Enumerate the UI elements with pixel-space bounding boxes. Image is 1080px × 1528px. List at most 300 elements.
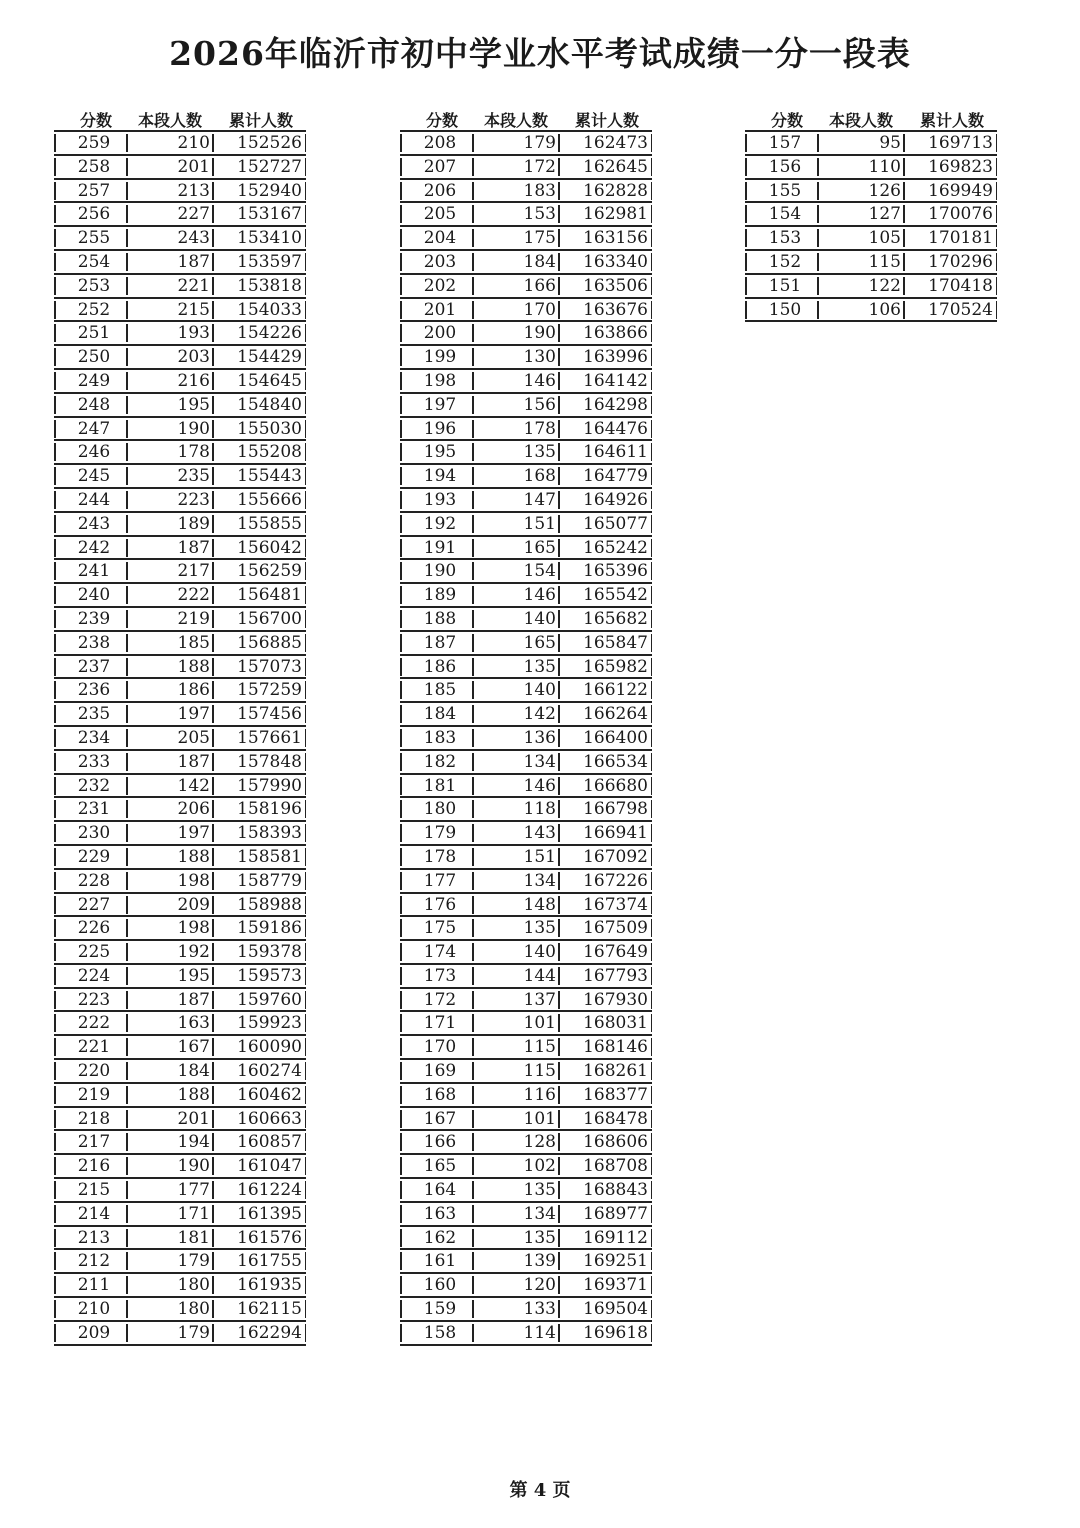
count-cell: 171 bbox=[177, 1203, 210, 1224]
table-rows bbox=[745, 130, 997, 322]
cumulative-cell: 162828 bbox=[583, 180, 648, 201]
cumulative-cell: 164611 bbox=[583, 442, 648, 463]
count-cell: 177 bbox=[177, 1180, 210, 1201]
table-row bbox=[400, 965, 652, 989]
score-cell: 247 bbox=[77, 418, 111, 439]
table-row bbox=[54, 251, 306, 275]
count-cell: 128 bbox=[523, 1132, 556, 1153]
score-cell: 253 bbox=[77, 275, 111, 296]
cumulative-cell: 155666 bbox=[237, 489, 302, 510]
count-cell: 118 bbox=[523, 799, 556, 820]
table-row bbox=[400, 418, 652, 442]
score-cell: 227 bbox=[77, 894, 111, 915]
header-count: 本段人数 bbox=[137, 111, 202, 130]
score-cell: 239 bbox=[77, 608, 111, 629]
cumulative-cell: 166941 bbox=[583, 823, 648, 844]
table-row bbox=[745, 132, 997, 156]
score-cell: 232 bbox=[77, 775, 111, 796]
table-row bbox=[400, 156, 652, 180]
score-cell: 151 bbox=[768, 275, 802, 296]
count-cell: 95 bbox=[879, 133, 901, 153]
count-cell: 219 bbox=[177, 608, 210, 629]
score-cell: 251 bbox=[77, 323, 111, 344]
cumulative-cell: 164298 bbox=[583, 394, 648, 415]
cumulative-cell: 160857 bbox=[237, 1132, 302, 1153]
score-cell: 229 bbox=[77, 846, 111, 867]
table-row bbox=[54, 370, 306, 394]
cumulative-cell: 157990 bbox=[237, 775, 302, 796]
count-cell: 209 bbox=[177, 894, 210, 915]
cumulative-cell: 168843 bbox=[583, 1180, 648, 1201]
count-cell: 221 bbox=[177, 275, 210, 296]
table-row bbox=[54, 608, 306, 632]
table-row bbox=[400, 870, 652, 894]
score-cell: 171 bbox=[423, 1013, 457, 1034]
cumulative-cell: 160090 bbox=[237, 1037, 302, 1058]
count-cell: 135 bbox=[523, 442, 556, 463]
table-row bbox=[54, 1060, 306, 1084]
table-row bbox=[54, 180, 306, 204]
score-cell: 164 bbox=[423, 1180, 457, 1201]
count-cell: 190 bbox=[177, 418, 210, 439]
cumulative-cell: 167092 bbox=[583, 846, 648, 867]
cumulative-cell: 155855 bbox=[237, 513, 302, 534]
header-count: 本段人数 bbox=[828, 111, 893, 130]
score-cell: 161 bbox=[423, 1251, 457, 1272]
count-cell: 133 bbox=[523, 1299, 556, 1320]
cumulative-cell: 154429 bbox=[237, 347, 302, 368]
count-cell: 140 bbox=[523, 608, 556, 629]
table-row bbox=[400, 1274, 652, 1298]
cumulative-cell: 163676 bbox=[583, 299, 648, 320]
cumulative-cell: 162645 bbox=[583, 156, 648, 177]
table-row bbox=[400, 1131, 652, 1155]
table-row bbox=[54, 465, 306, 489]
table-row bbox=[400, 679, 652, 703]
score-cell: 238 bbox=[77, 632, 111, 653]
score-cell: 249 bbox=[77, 370, 111, 391]
table-row bbox=[400, 1250, 652, 1274]
count-cell: 146 bbox=[523, 775, 556, 796]
count-cell: 135 bbox=[523, 1227, 556, 1248]
cumulative-cell: 162115 bbox=[237, 1299, 302, 1320]
count-cell: 188 bbox=[177, 1084, 210, 1105]
score-cell: 242 bbox=[77, 537, 111, 558]
score-cell: 244 bbox=[77, 489, 111, 510]
score-table-column-2 bbox=[400, 106, 652, 1346]
table-row bbox=[400, 751, 652, 775]
cumulative-cell: 169949 bbox=[928, 180, 993, 201]
table-row bbox=[400, 584, 652, 608]
table-row bbox=[745, 251, 997, 275]
score-cell: 165 bbox=[423, 1156, 457, 1177]
count-cell: 185 bbox=[177, 632, 210, 653]
cumulative-cell: 164926 bbox=[583, 489, 648, 510]
count-cell: 178 bbox=[177, 442, 210, 463]
cumulative-cell: 153818 bbox=[237, 275, 302, 296]
count-cell: 142 bbox=[177, 775, 210, 796]
score-cell: 210 bbox=[77, 1299, 111, 1320]
table-row bbox=[400, 203, 652, 227]
table-row bbox=[54, 965, 306, 989]
score-cell: 183 bbox=[423, 727, 457, 748]
table-row bbox=[54, 227, 306, 251]
score-cell: 225 bbox=[77, 942, 111, 963]
table-row bbox=[400, 1179, 652, 1203]
table-row bbox=[400, 1084, 652, 1108]
cumulative-cell: 169618 bbox=[583, 1322, 648, 1343]
table-row bbox=[54, 1203, 306, 1227]
table-row bbox=[54, 870, 306, 894]
count-cell: 203 bbox=[177, 347, 210, 368]
count-cell: 151 bbox=[523, 513, 556, 534]
header-cumulative: 累计人数 bbox=[919, 111, 984, 130]
score-cell: 223 bbox=[77, 989, 111, 1010]
score-cell: 237 bbox=[77, 656, 111, 677]
table-row bbox=[54, 1131, 306, 1155]
table-row bbox=[400, 894, 652, 918]
score-cell: 176 bbox=[423, 894, 457, 915]
count-cell: 135 bbox=[523, 1180, 556, 1201]
count-cell: 187 bbox=[177, 989, 210, 1010]
count-cell: 122 bbox=[868, 275, 901, 296]
cumulative-cell: 165242 bbox=[583, 537, 648, 558]
table-row bbox=[54, 322, 306, 346]
score-cell: 228 bbox=[77, 870, 111, 891]
count-cell: 184 bbox=[523, 251, 556, 272]
table-row bbox=[54, 989, 306, 1013]
count-cell: 105 bbox=[868, 228, 901, 249]
score-cell: 191 bbox=[423, 537, 457, 558]
score-cell: 168 bbox=[423, 1084, 457, 1105]
score-cell: 154 bbox=[768, 204, 802, 225]
cumulative-cell: 158779 bbox=[237, 870, 302, 891]
cumulative-cell: 165542 bbox=[583, 585, 648, 606]
table-row bbox=[400, 727, 652, 751]
cumulative-cell: 156259 bbox=[237, 561, 302, 582]
cumulative-cell: 158581 bbox=[237, 846, 302, 867]
cumulative-cell: 161224 bbox=[237, 1180, 302, 1201]
score-cell: 175 bbox=[423, 918, 457, 939]
header-score: 分数 bbox=[770, 111, 803, 130]
cumulative-cell: 160663 bbox=[237, 1108, 302, 1129]
count-cell: 175 bbox=[523, 228, 556, 249]
score-cell: 216 bbox=[77, 1156, 111, 1177]
table-row bbox=[54, 156, 306, 180]
score-cell: 180 bbox=[423, 799, 457, 820]
table-row bbox=[400, 917, 652, 941]
count-cell: 201 bbox=[177, 156, 210, 177]
table-row bbox=[54, 917, 306, 941]
cumulative-cell: 169112 bbox=[583, 1227, 648, 1248]
cumulative-cell: 162981 bbox=[583, 204, 648, 225]
count-cell: 217 bbox=[177, 561, 210, 582]
cumulative-cell: 159378 bbox=[237, 942, 302, 963]
count-cell: 166 bbox=[523, 275, 556, 296]
table-row bbox=[400, 441, 652, 465]
count-cell: 110 bbox=[868, 156, 901, 177]
score-cell: 169 bbox=[423, 1061, 457, 1082]
table-row bbox=[54, 441, 306, 465]
cumulative-cell: 152727 bbox=[237, 156, 302, 177]
score-cell: 166 bbox=[423, 1132, 457, 1153]
count-cell: 184 bbox=[177, 1061, 210, 1082]
cumulative-cell: 167649 bbox=[583, 942, 648, 963]
cumulative-cell: 169713 bbox=[928, 133, 993, 153]
count-cell: 101 bbox=[523, 1108, 556, 1129]
score-cell: 189 bbox=[423, 585, 457, 606]
cumulative-cell: 158988 bbox=[237, 894, 302, 915]
cumulative-cell: 165682 bbox=[583, 608, 648, 629]
cumulative-cell: 154840 bbox=[237, 394, 302, 415]
cumulative-cell: 157456 bbox=[237, 704, 302, 725]
table-row bbox=[54, 418, 306, 442]
count-cell: 144 bbox=[523, 965, 556, 986]
header-score: 分数 bbox=[79, 111, 112, 130]
count-cell: 120 bbox=[523, 1275, 556, 1296]
count-cell: 114 bbox=[523, 1322, 556, 1343]
table-row bbox=[54, 1155, 306, 1179]
table-row bbox=[400, 846, 652, 870]
cumulative-cell: 166122 bbox=[583, 680, 648, 701]
score-cell: 185 bbox=[423, 680, 457, 701]
header-cumulative: 累计人数 bbox=[228, 111, 293, 130]
cumulative-cell: 168708 bbox=[583, 1156, 648, 1177]
cumulative-cell: 156042 bbox=[237, 537, 302, 558]
cumulative-cell: 163156 bbox=[583, 228, 648, 249]
table-row bbox=[400, 1227, 652, 1251]
table-row bbox=[54, 513, 306, 537]
cumulative-cell: 155208 bbox=[237, 442, 302, 463]
table-row bbox=[745, 180, 997, 204]
cumulative-cell: 155030 bbox=[237, 418, 302, 439]
table-row bbox=[400, 1060, 652, 1084]
cumulative-cell: 170181 bbox=[928, 228, 993, 249]
score-cell: 157 bbox=[768, 133, 802, 153]
cumulative-cell: 161755 bbox=[237, 1251, 302, 1272]
count-cell: 140 bbox=[523, 680, 556, 701]
cumulative-cell: 154033 bbox=[237, 299, 302, 320]
count-cell: 227 bbox=[177, 204, 210, 225]
count-cell: 179 bbox=[523, 133, 556, 153]
score-cell: 186 bbox=[423, 656, 457, 677]
cumulative-cell: 163996 bbox=[583, 347, 648, 368]
cumulative-cell: 163866 bbox=[583, 323, 648, 344]
table-row bbox=[54, 1274, 306, 1298]
cumulative-cell: 158196 bbox=[237, 799, 302, 820]
table-row bbox=[400, 775, 652, 799]
count-cell: 101 bbox=[523, 1013, 556, 1034]
score-cell: 188 bbox=[423, 608, 457, 629]
score-cell: 172 bbox=[423, 989, 457, 1010]
table-row bbox=[400, 798, 652, 822]
cumulative-cell: 166534 bbox=[583, 751, 648, 772]
score-cell: 203 bbox=[423, 251, 457, 272]
cumulative-cell: 169504 bbox=[583, 1299, 648, 1320]
score-cell: 233 bbox=[77, 751, 111, 772]
table-row bbox=[54, 394, 306, 418]
score-cell: 150 bbox=[768, 299, 802, 320]
table-row bbox=[400, 489, 652, 513]
table-row bbox=[54, 679, 306, 703]
count-cell: 180 bbox=[177, 1299, 210, 1320]
cumulative-cell: 161935 bbox=[237, 1275, 302, 1296]
count-cell: 102 bbox=[523, 1156, 556, 1177]
cumulative-cell: 164476 bbox=[583, 418, 648, 439]
score-cell: 178 bbox=[423, 846, 457, 867]
score-cell: 245 bbox=[77, 466, 111, 487]
table-row bbox=[400, 227, 652, 251]
table-row bbox=[400, 394, 652, 418]
table-row bbox=[54, 1084, 306, 1108]
table-row bbox=[400, 180, 652, 204]
score-cell: 162 bbox=[423, 1227, 457, 1248]
table-row bbox=[54, 798, 306, 822]
score-cell: 192 bbox=[423, 513, 457, 534]
cumulative-cell: 170418 bbox=[928, 275, 993, 296]
count-cell: 148 bbox=[523, 894, 556, 915]
score-cell: 153 bbox=[768, 228, 802, 249]
cumulative-cell: 153167 bbox=[237, 204, 302, 225]
table-row bbox=[400, 299, 652, 323]
table-row bbox=[400, 370, 652, 394]
count-cell: 134 bbox=[523, 1203, 556, 1224]
cumulative-cell: 170296 bbox=[928, 251, 993, 272]
cumulative-cell: 159186 bbox=[237, 918, 302, 939]
cumulative-cell: 165077 bbox=[583, 513, 648, 534]
table-row bbox=[400, 322, 652, 346]
header-count: 本段人数 bbox=[483, 111, 548, 130]
score-cell: 212 bbox=[77, 1251, 111, 1272]
count-cell: 139 bbox=[523, 1251, 556, 1272]
table-row bbox=[54, 132, 306, 156]
score-cell: 222 bbox=[77, 1013, 111, 1034]
count-cell: 172 bbox=[523, 156, 556, 177]
count-cell: 168 bbox=[523, 466, 556, 487]
score-cell: 231 bbox=[77, 799, 111, 820]
score-cell: 220 bbox=[77, 1061, 111, 1082]
cumulative-cell: 168977 bbox=[583, 1203, 648, 1224]
score-cell: 194 bbox=[423, 466, 457, 487]
table-rows bbox=[400, 130, 652, 1346]
count-cell: 243 bbox=[177, 228, 210, 249]
count-cell: 192 bbox=[177, 942, 210, 963]
table-row bbox=[54, 299, 306, 323]
cumulative-cell: 160274 bbox=[237, 1061, 302, 1082]
table-row bbox=[400, 822, 652, 846]
score-table-column-3 bbox=[745, 106, 997, 322]
count-cell: 137 bbox=[523, 989, 556, 1010]
count-cell: 222 bbox=[177, 585, 210, 606]
cumulative-cell: 163506 bbox=[583, 275, 648, 296]
table-row bbox=[54, 346, 306, 370]
score-cell: 214 bbox=[77, 1203, 111, 1224]
cumulative-cell: 167793 bbox=[583, 965, 648, 986]
count-cell: 154 bbox=[523, 561, 556, 582]
table-row bbox=[400, 513, 652, 537]
count-cell: 130 bbox=[523, 347, 556, 368]
page-number: 第 4 页 bbox=[509, 1480, 571, 1501]
table-row bbox=[54, 1036, 306, 1060]
score-cell: 258 bbox=[77, 156, 111, 177]
count-cell: 195 bbox=[177, 394, 210, 415]
cumulative-cell: 153410 bbox=[237, 228, 302, 249]
cumulative-cell: 159760 bbox=[237, 989, 302, 1010]
table-row bbox=[400, 275, 652, 299]
cumulative-cell: 157259 bbox=[237, 680, 302, 701]
score-cell: 167 bbox=[423, 1108, 457, 1129]
count-cell: 197 bbox=[177, 823, 210, 844]
count-cell: 167 bbox=[177, 1037, 210, 1058]
count-cell: 198 bbox=[177, 870, 210, 891]
table-row bbox=[745, 275, 997, 299]
score-cell: 179 bbox=[423, 823, 457, 844]
score-cell: 187 bbox=[423, 632, 457, 653]
score-cell: 206 bbox=[423, 180, 457, 201]
count-cell: 190 bbox=[177, 1156, 210, 1177]
count-cell: 142 bbox=[523, 704, 556, 725]
count-cell: 170 bbox=[523, 299, 556, 320]
count-cell: 115 bbox=[523, 1061, 556, 1082]
count-cell: 115 bbox=[523, 1037, 556, 1058]
score-cell: 196 bbox=[423, 418, 457, 439]
table-row bbox=[54, 656, 306, 680]
cumulative-cell: 154226 bbox=[237, 323, 302, 344]
table-row bbox=[54, 203, 306, 227]
score-cell: 252 bbox=[77, 299, 111, 320]
count-cell: 206 bbox=[177, 799, 210, 820]
table-row bbox=[400, 632, 652, 656]
cumulative-cell: 166680 bbox=[583, 775, 648, 796]
cumulative-cell: 158393 bbox=[237, 823, 302, 844]
cumulative-cell: 166400 bbox=[583, 727, 648, 748]
count-cell: 223 bbox=[177, 489, 210, 510]
score-cell: 259 bbox=[77, 133, 111, 153]
count-cell: 186 bbox=[177, 680, 210, 701]
count-cell: 106 bbox=[868, 299, 901, 320]
score-cell: 218 bbox=[77, 1108, 111, 1129]
count-cell: 213 bbox=[177, 180, 210, 201]
count-cell: 134 bbox=[523, 870, 556, 891]
count-cell: 198 bbox=[177, 918, 210, 939]
score-cell: 170 bbox=[423, 1037, 457, 1058]
cumulative-cell: 169823 bbox=[928, 156, 993, 177]
count-cell: 136 bbox=[523, 727, 556, 748]
score-cell: 160 bbox=[423, 1275, 457, 1296]
count-cell: 197 bbox=[177, 704, 210, 725]
table-row bbox=[54, 489, 306, 513]
score-cell: 209 bbox=[77, 1322, 111, 1343]
table-header bbox=[54, 106, 306, 130]
table-row bbox=[54, 560, 306, 584]
cumulative-cell: 167374 bbox=[583, 894, 648, 915]
cumulative-cell: 153597 bbox=[237, 251, 302, 272]
score-cell: 193 bbox=[423, 489, 457, 510]
count-cell: 134 bbox=[523, 751, 556, 772]
score-table-column-1 bbox=[54, 106, 306, 1346]
score-cell: 155 bbox=[768, 180, 802, 201]
table-row bbox=[54, 275, 306, 299]
cumulative-cell: 156885 bbox=[237, 632, 302, 653]
cumulative-cell: 168478 bbox=[583, 1108, 648, 1129]
count-cell: 178 bbox=[523, 418, 556, 439]
cumulative-cell: 157661 bbox=[237, 727, 302, 748]
cumulative-cell: 168377 bbox=[583, 1084, 648, 1105]
header-score: 分数 bbox=[425, 111, 458, 130]
count-cell: 210 bbox=[177, 133, 210, 153]
table-row bbox=[54, 1227, 306, 1251]
cumulative-cell: 162473 bbox=[583, 133, 648, 153]
